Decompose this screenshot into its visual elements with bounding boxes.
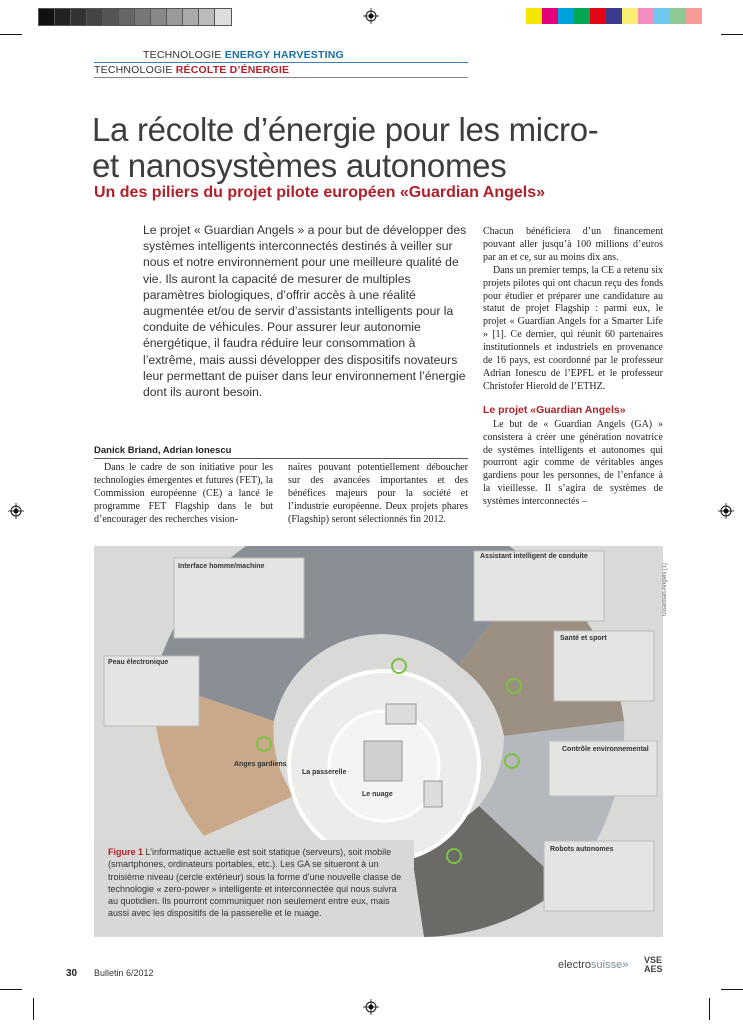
- brand-part-2: suisse: [591, 959, 623, 971]
- registration-mark-icon: [718, 503, 734, 519]
- label-environment: Contrôle environnemental: [562, 746, 649, 753]
- caption-label: Figure 1: [108, 847, 144, 857]
- page-number: 30: [66, 968, 78, 979]
- article-subtitle: Un des piliers du projet pilote européen «Guardian Angels»: [94, 184, 546, 201]
- header-divider: [94, 77, 468, 78]
- skin-sketch: [104, 656, 199, 726]
- byline-divider: [94, 458, 468, 459]
- label-gateway: La passerelle: [302, 769, 347, 776]
- body-column-3: [483, 226, 663, 509]
- brand-part-1: electro: [558, 959, 592, 971]
- article-title: [92, 112, 652, 184]
- lead-paragraph: Le projet « Guardian Angels » a pour but de développer des systèmes intelligents interconnectés destinés à veiller sur nous et notre environnement pour une meilleure qualité de vie. Ils auront la capacité de mesurer de multiples paramètres biologiques, d’offrir accès à une réalité augmentée et/ou de servir d’assistants intelligents pour la conduite de véhicules. Pour assurer leur autonomie énergétique, il faudra réduire leur consommation à l’extrême, mais aussi développer des dispositifs novateurs leur permettant de puiser dans leur environnement l’énergie dont ils auront besoin.: [143, 223, 467, 400]
- header-prefix: TECHNOLOGIE: [94, 64, 173, 76]
- label-angels: Anges gardiens: [234, 761, 287, 768]
- author-byline: Danick Briand, Adrian Ionescu: [94, 445, 232, 456]
- section-header-fr: [94, 64, 289, 76]
- crop-mark: [0, 34, 22, 35]
- header-topic: RÉCOLTE D’ÉNERGIE: [175, 64, 290, 76]
- phone-icon: [424, 781, 442, 807]
- registration-mark-icon: [363, 999, 379, 1015]
- server-icon: [364, 741, 402, 781]
- logo-line-1: VSE: [644, 955, 663, 965]
- registration-mark-icon: [363, 8, 379, 24]
- laptop-icon: [386, 704, 416, 724]
- header-topic: ENERGY HARVESTING: [224, 49, 344, 61]
- crop-mark: [0, 989, 22, 990]
- label-skin: Peau électronique: [108, 659, 169, 666]
- crop-mark: [721, 989, 743, 990]
- body-paragraph: Le but de « Guardian Angels (GA) » consistera à créer une génération novatrice de systèmes intelligents et autonomes qui pourront agir comme de véritables anges gardiens pour les personnes, de l’enfance à la vieillesse. Il s’agira de systèmes de systèmes interconnectés –: [483, 418, 663, 508]
- crop-mark: [709, 998, 710, 1020]
- chevron-icon: »: [622, 959, 629, 971]
- label-interface: Interface homme/machine: [178, 563, 265, 570]
- label-robots: Robots autonomes: [550, 846, 614, 853]
- label-health: Santé et sport: [560, 635, 607, 642]
- driving-sketch: [474, 551, 604, 621]
- header-prefix: TECHNOLOGIE: [143, 49, 222, 61]
- body-paragraph: Dans le cadre de son initiative pour les technologies émergentes et futures (FET), la Commission européenne (CE) a lancé le programme FET Flagship dans le but d’encourager des recherches vision-: [94, 462, 273, 525]
- section-header-en: [143, 49, 344, 61]
- figure-credit: Guardian Angels [1]: [662, 563, 668, 616]
- body-column-1: [94, 462, 273, 527]
- electrosuisse-logo: [558, 959, 628, 971]
- crop-mark: [33, 998, 34, 1020]
- body-paragraph: naires pouvant potentiellement déboucher sur des avancées importantes et des bénéfices majeurs pour la société et l’industrie européenne. Deux projets phares (Flagship) seront sélectionnés fin 2012.: [288, 462, 468, 525]
- caption-text: L’informatique actuelle est soit statique (serveurs), soit mobile (smartphones, ordinateurs portables, etc.). Les GA se situeront à un troisième niveau (cercle extérieur) sous la forme d’une nouvelle classe de technologie « zero-power » intelligente et interconnectée qui nous suivra au quotidien. Ils pourront communiquer non seulement entre eux, mais aussi avec les dispositifs de la passerelle et le nuage.: [108, 847, 402, 919]
- header-divider: [94, 62, 468, 63]
- vse-aes-logo: [644, 956, 663, 974]
- body-paragraph: Chacun bénéficiera d’un financement pouvant aller jusqu’à 100 millions d’euros par an et ce, sur au moins dix ans.: [483, 226, 663, 263]
- body-column-2: [288, 462, 468, 527]
- color-calibration-bar: [526, 8, 702, 24]
- label-cloud: Le nuage: [362, 791, 393, 798]
- registration-mark-icon: [8, 503, 24, 519]
- section-heading: Le projet «Guardian Angels»: [483, 403, 626, 416]
- journal-issue: Bulletin 6/2012: [94, 968, 154, 978]
- title-line-1: La récolte d’énergie pour les micro-: [92, 111, 599, 148]
- body-paragraph: Dans un premier temps, la CE a retenu six projets pilotes qui ont chacun reçu des fonds pour étudier et préparer une candidature au statut de projet Flagship : parmi eux, le projet « Guardian Angels for a Smarter Life » [1]. Ce dernier, qui réunit 60 partenaires institutionnels et industriels en provenance de 16 pays, est coordonné par le professeur Adrian Ionescu de l’EPFL et le professeur Christofer Hierold de l’ETHZ.: [483, 264, 663, 392]
- crop-mark: [721, 34, 743, 35]
- logo-line-2: AES: [644, 964, 663, 974]
- grayscale-calibration-bar: [38, 8, 232, 26]
- title-line-2: et nanosystèmes autonomes: [92, 147, 507, 184]
- label-assistant: Assistant intelligent de conduite: [480, 553, 588, 560]
- figure-caption: [108, 846, 408, 920]
- interface-sketch: [174, 558, 304, 638]
